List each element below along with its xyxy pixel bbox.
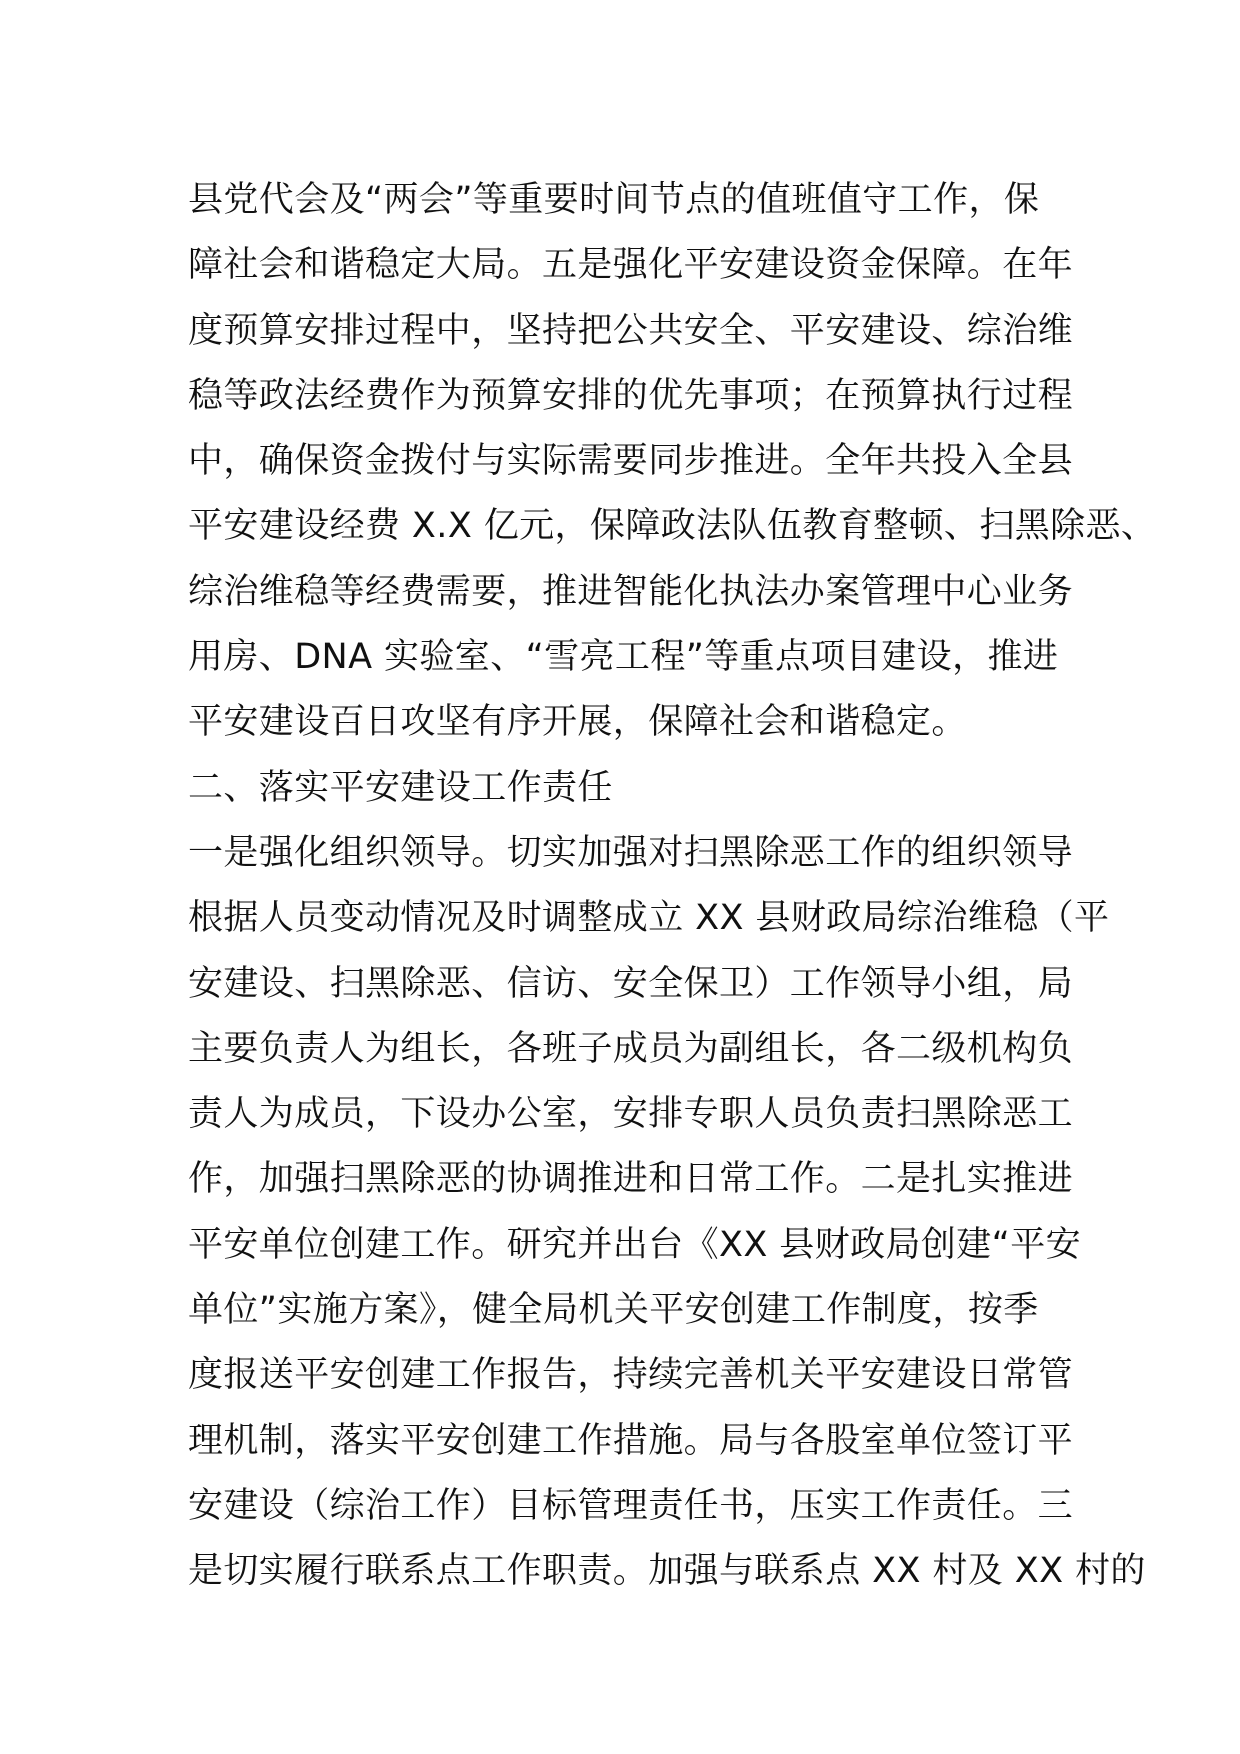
text-line: 安建设、扫黑除恶、信访、安全保卫）工作领导小组，局 xyxy=(188,963,1074,1004)
text-line: 平安建设百日攻坚有序开展，保障社会和谐稳定。 xyxy=(188,702,967,743)
text-line: 一是强化组织领导。切实加强对扫黑除恶工作的组织领导 xyxy=(188,832,1074,873)
text-line: 主要负责人为组长，各班子成员为副组长，各二级机构负 xyxy=(188,1028,1074,1069)
text-line: 理机制，落实平安创建工作措施。局与各股室单位签订平 xyxy=(188,1420,1074,1461)
text-line: 安建设（综治工作）目标管理责任书，压实工作责任。三 xyxy=(188,1485,1074,1526)
text-line: 用房、DNA 实验室、“雪亮工程”等重点项目建设，推进 xyxy=(188,637,1059,678)
body-text xyxy=(188,168,1157,1605)
text-line: 单位”实施方案》，健全局机关平安创建工作制度，按季 xyxy=(188,1290,1039,1331)
text-line: 平安单位创建工作。研究并出台《XX 县财政局创建“平安 xyxy=(188,1224,1082,1265)
text-line: 度预算安排过程中，坚持把公共安全、平安建设、综治维 xyxy=(188,310,1074,351)
text-line: 障社会和谐稳定大局。五是强化平安建设资金保障。在年 xyxy=(188,245,1074,286)
section-heading: 二、落实平安建设工作责任 xyxy=(188,767,613,808)
text-line: 责人为成员，下设办公室，安排专职人员负责扫黑除恶工 xyxy=(188,1094,1074,1135)
text-line: 根据人员变动情况及时调整成立 XX 县财政局综治维稳（平 xyxy=(188,898,1110,939)
text-line: 综治维稳等经费需要，推进智能化执法办案管理中心业务 xyxy=(188,571,1074,612)
text-line: 作，加强扫黑除恶的协调推进和日常工作。二是扎实推进 xyxy=(188,1159,1074,1200)
text-line: 平安建设经费 X.X 亿元，保障政法队伍教育整顿、扫黑除恶、 xyxy=(188,506,1157,547)
text-line: 是切实履行联系点工作职责。加强与联系点 XX 村及 XX 村的 xyxy=(188,1551,1146,1592)
text-line: 县党代会及“两会”等重要时间节点的值班值守工作，保 xyxy=(188,180,1040,220)
text-line: 度报送平安创建工作报告，持续完善机关平安建设日常管 xyxy=(188,1355,1074,1396)
text-line: 稳等政法经费作为预算安排的优先事项；在预算执行过程 xyxy=(188,375,1074,416)
text-line: 中，确保资金拨付与实际需要同步推进。全年共投入全县 xyxy=(188,441,1074,482)
